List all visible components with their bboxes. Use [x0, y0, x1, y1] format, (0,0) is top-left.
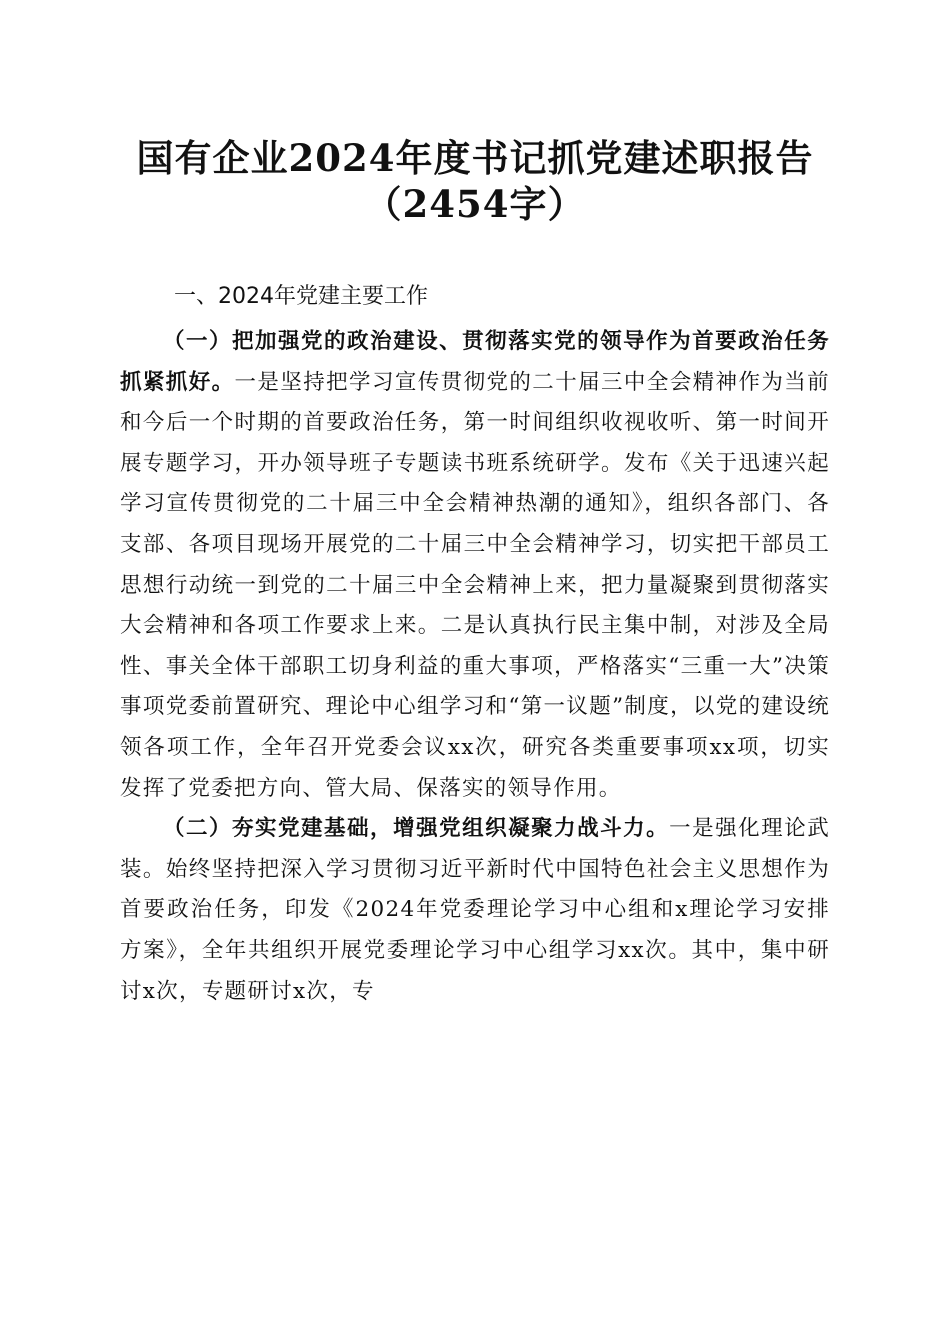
paragraph-1 [120, 322, 830, 809]
paragraph-2-lead: （二）夯实党建基础，增强党组织凝聚力战斗力。 [163, 816, 670, 842]
paragraph-2-body: 一是强化理论武装。始终坚持把深入学习贯彻习近平新时代中国特色社会主义思想作为首要政治任务，印发《2024年党委理论学习中心组和x理论学习安排方案》，全年共组织开展党委理论学习中心组学习xx次。其中，集中研讨x次，专题研讨x次，专 [120, 816, 830, 1004]
paragraph-2 [120, 809, 830, 1012]
title-line-word-count: （2454字） [364, 182, 586, 226]
document-body [120, 322, 830, 1012]
title-line-main: 国有企业2024年度书记抓党建述职报告 [136, 136, 814, 180]
section-heading: 一、2024年党建主要工作 [174, 284, 428, 309]
paragraph-1-body: 一是坚持把学习宣传贯彻党的二十届三中全会精神作为当前和今后一个时期的首要政治任务，第一时间组织收视收听、第一时间开展专题学习，开办领导班子专题读书班系统研学。发布《关于迅速兴起学习宣传贯彻党的二十届三中全会精神热潮的通知》，组织各部门、各支部、各项目现场开展党的二十届三中全会精神学习，切实把干部员工思想行动统一到党的二十届三中全会精神上来，把力量凝聚到贯彻落实大会精神和各项工作要求上来。二是认真执行民主集中制，对涉及全局性、事关全体干部职工切身利益的重大事项，严格落实“三重一大”决策事项党委前置研究、理论中心组学习和“第一议题”制度，以党的建设统领各项工作，全年召开党委会议xx次，研究各类重要事项xx项，切实发挥了党委把方向、管大局、保落实的领导作用。 [120, 369, 830, 801]
paragraph-1-lead: （一）把加强党的政治建设、贯彻落实党的领导作为首要政治任务抓紧抓好。 [120, 329, 830, 395]
document-title [0, 135, 950, 227]
